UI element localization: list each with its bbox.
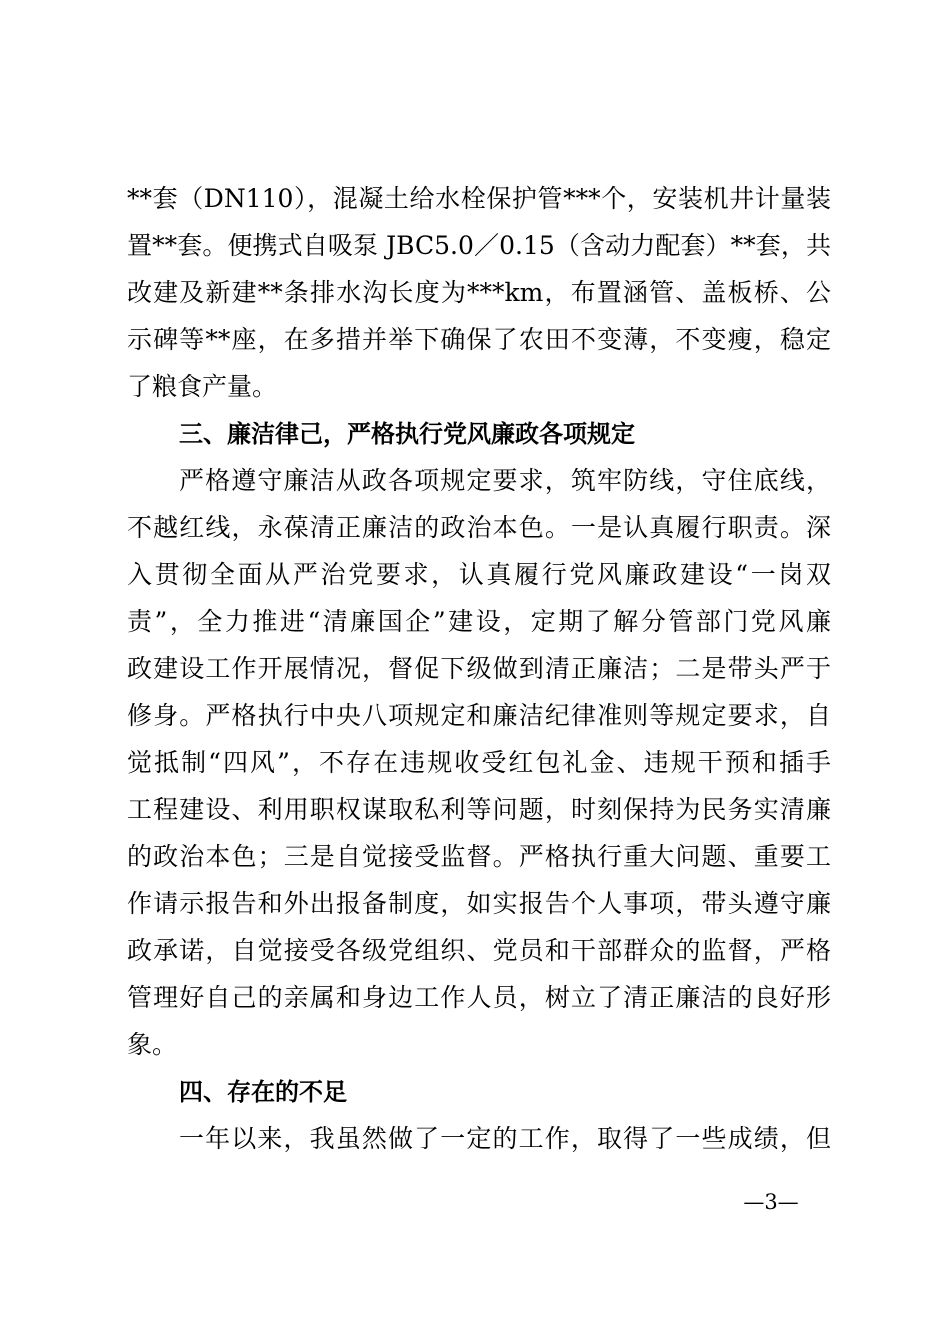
paragraph-2-line-5: 政建设工作开展情况，督促下级做到清正廉洁；二是带头严于 xyxy=(127,654,831,683)
paragraph-3-line-1: 一年以来，我虽然做了一定的工作，取得了一些成绩，但 xyxy=(179,1124,831,1153)
paragraph-2-line-12: 管理好自己的亲属和身边工作人员，树立了清正廉洁的良好形 xyxy=(127,983,831,1012)
page-number: —3— xyxy=(743,1190,799,1214)
paragraph-1-line-5: 了粮食产量。 xyxy=(127,372,278,401)
paragraph-2-line-13: 象。 xyxy=(127,1030,178,1059)
paragraph-1-line-2: 置**套。便携式自吸泵 JBC5.0／0.15（含动力配套）**套，共 xyxy=(127,231,831,260)
paragraph-2-line-2: 不越红线，永葆清正廉洁的政治本色。一是认真履行职责。深 xyxy=(127,513,831,542)
paragraph-2-line-3: 入贯彻全面从严治党要求，认真履行党风廉政建设“一岗双 xyxy=(127,560,831,589)
paragraph-2-line-10: 作请示报告和外出报备制度，如实报告个人事项，带头遵守廉 xyxy=(127,889,831,918)
paragraph-2-line-6: 修身。严格执行中央八项规定和廉洁纪律准则等规定要求，自 xyxy=(127,701,831,730)
paragraph-2-line-8: 工程建设、利用职权谋取私利等问题，时刻保持为民务实清廉 xyxy=(127,795,831,824)
paragraph-2-line-9: 的政治本色；三是自觉接受监督。严格执行重大问题、重要工 xyxy=(127,842,831,871)
paragraph-2-line-4: 责”，全力推进“清廉国企”建设，定期了解分管部门党风廉 xyxy=(127,607,831,636)
paragraph-1-line-1: **套（DN110），混凝土给水栓保护管***个，安装机井计量装 xyxy=(127,184,831,213)
paragraph-1-line-4: 示碑等**座，在多措并举下确保了农田不变薄，不变瘦，稳定 xyxy=(127,325,831,354)
paragraph-1-line-3: 改建及新建**条排水沟长度为***km，布置涵管、盖板桥、公 xyxy=(127,278,831,307)
section-heading-4: 四、存在的不足 xyxy=(179,1078,347,1106)
section-heading-3: 三、廉洁律己，严格执行党风廉政各项规定 xyxy=(179,420,635,448)
paragraph-2-line-11: 政承诺，自觉接受各级党组织、党员和干部群众的监督，严格 xyxy=(127,936,831,965)
paragraph-2-line-7: 觉抵制“四风”，不存在违规收受红包礼金、违规干预和插手 xyxy=(127,748,831,777)
paragraph-2-line-1: 严格遵守廉洁从政各项规定要求，筑牢防线，守住底线， xyxy=(179,466,831,495)
